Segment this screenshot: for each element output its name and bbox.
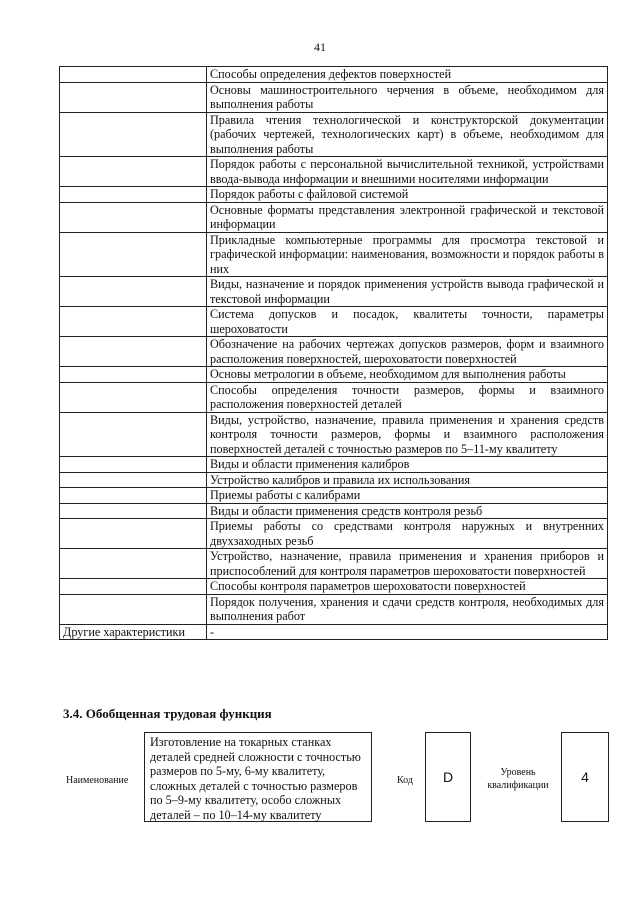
knowledge-row-label-cell: [60, 277, 207, 307]
qualification-level-box: 4: [561, 732, 609, 822]
knowledge-row: [60, 232, 608, 277]
knowledge-item: Виды, назначение и порядок применения устройств вывода графической и текстовой информации: [207, 277, 608, 307]
knowledge-table: [59, 66, 608, 640]
knowledge-row-label-cell: [60, 157, 207, 187]
knowledge-row-label-cell: [60, 503, 207, 519]
knowledge-row: [60, 367, 608, 383]
knowledge-item: Виды и области применения калибров: [207, 457, 608, 473]
page-number: 41: [314, 40, 326, 54]
knowledge-row: [60, 382, 608, 412]
knowledge-row-label-cell: [60, 382, 207, 412]
knowledge-row: [60, 187, 608, 203]
knowledge-row-label-cell: [60, 112, 207, 157]
code-label: Код: [397, 775, 413, 786]
knowledge-table-body: [60, 67, 608, 625]
knowledge-row: [60, 157, 608, 187]
knowledge-row: [60, 112, 608, 157]
knowledge-item: Способы определения точности размеров, формы и взаимного расположения поверхностей деталей: [207, 382, 608, 412]
knowledge-row-label-cell: [60, 307, 207, 337]
knowledge-row-label-cell: [60, 594, 207, 624]
knowledge-row-label-cell: [60, 82, 207, 112]
knowledge-item: Основные форматы представления электронной графической и текстовой информации: [207, 202, 608, 232]
knowledge-item: Приемы работы с калибрами: [207, 488, 608, 504]
knowledge-row-label-cell: [60, 472, 207, 488]
name-label: Наименование: [66, 775, 129, 786]
knowledge-row: [60, 503, 608, 519]
knowledge-row: [60, 472, 608, 488]
knowledge-item: Система допусков и посадок, квалитеты точности, параметры шероховатости: [207, 307, 608, 337]
qualification-level-label: Уровень квалификации: [487, 767, 549, 791]
knowledge-row: [60, 82, 608, 112]
other-characteristics-label: Другие характеристики: [60, 624, 207, 640]
knowledge-row: [60, 337, 608, 367]
knowledge-item: Основы машиностроительного черчения в объеме, необходимом для выполнения работы: [207, 82, 608, 112]
section-heading: 3.4. Обобщенная трудовая функция: [63, 706, 272, 721]
knowledge-row: [60, 277, 608, 307]
knowledge-row: [60, 519, 608, 549]
function-name-box: Изготовление на токарных станках деталей средней сложности с точностью размеров по 5-му, 6-му квалитету, сложных деталей с точностью размеров по 5–9-му квалитету, особо сложных деталей – по 10–14-му квалитету: [144, 732, 372, 822]
knowledge-item: Порядок работы с персональной вычислительной техникой, устройствами ввода-вывода информации и внешними носителями информации: [207, 157, 608, 187]
knowledge-row-label-cell: [60, 579, 207, 595]
knowledge-item: Порядок работы с файловой системой: [207, 187, 608, 203]
knowledge-row: [60, 549, 608, 579]
knowledge-item: Приемы работы со средствами контроля наружных и внутренних двухзаходных резьб: [207, 519, 608, 549]
knowledge-item: Прикладные компьютерные программы для просмотра текстовой и графической информации: наименования, возможности и порядок работы в них: [207, 232, 608, 277]
knowledge-row-label-cell: [60, 412, 207, 457]
knowledge-item: Виды, устройство, назначение, правила применения и хранения средств контроля точности размеров, формы и взаимного расположения поверхностей деталей с точностью размеров по 5–11-му квалитету: [207, 412, 608, 457]
knowledge-row-label-cell: [60, 519, 207, 549]
knowledge-row-label-cell: [60, 232, 207, 277]
other-characteristics-row: [60, 624, 608, 640]
knowledge-row-label-cell: [60, 67, 207, 83]
knowledge-row: [60, 579, 608, 595]
knowledge-row-label-cell: [60, 457, 207, 473]
knowledge-row-label-cell: [60, 337, 207, 367]
code-value-box: D: [425, 732, 471, 822]
knowledge-row-label-cell: [60, 202, 207, 232]
knowledge-row: [60, 412, 608, 457]
knowledge-row: [60, 307, 608, 337]
other-characteristics-value: -: [207, 624, 608, 640]
knowledge-item: Способы контроля параметров шероховатости поверхностей: [207, 579, 608, 595]
knowledge-item: Порядок получения, хранения и сдачи средств контроля, необходимых для выполнения работ: [207, 594, 608, 624]
knowledge-item: Основы метрологии в объеме, необходимом для выполнения работы: [207, 367, 608, 383]
knowledge-item: Виды и области применения средств контроля резьб: [207, 503, 608, 519]
knowledge-row: [60, 202, 608, 232]
knowledge-item: Обозначение на рабочих чертежах допусков размеров, форм и взаимного расположения поверхностей, шероховатости поверхностей: [207, 337, 608, 367]
knowledge-row: [60, 594, 608, 624]
knowledge-row: [60, 488, 608, 504]
knowledge-item: Правила чтения технологической и конструкторской документации (рабочих чертежей, технологических карт) в объеме, необходимом для выполнения работы: [207, 112, 608, 157]
knowledge-item: Устройство, назначение, правила применения и хранения приборов и приспособлений для контроля параметров шероховатости поверхностей: [207, 549, 608, 579]
knowledge-row-label-cell: [60, 187, 207, 203]
knowledge-row: [60, 457, 608, 473]
generalized-function-row: [59, 732, 609, 824]
knowledge-row-label-cell: [60, 549, 207, 579]
knowledge-row: [60, 67, 608, 83]
knowledge-item: Способы определения дефектов поверхностей: [207, 67, 608, 83]
knowledge-row-label-cell: [60, 367, 207, 383]
knowledge-row-label-cell: [60, 488, 207, 504]
knowledge-item: Устройство калибров и правила их использования: [207, 472, 608, 488]
